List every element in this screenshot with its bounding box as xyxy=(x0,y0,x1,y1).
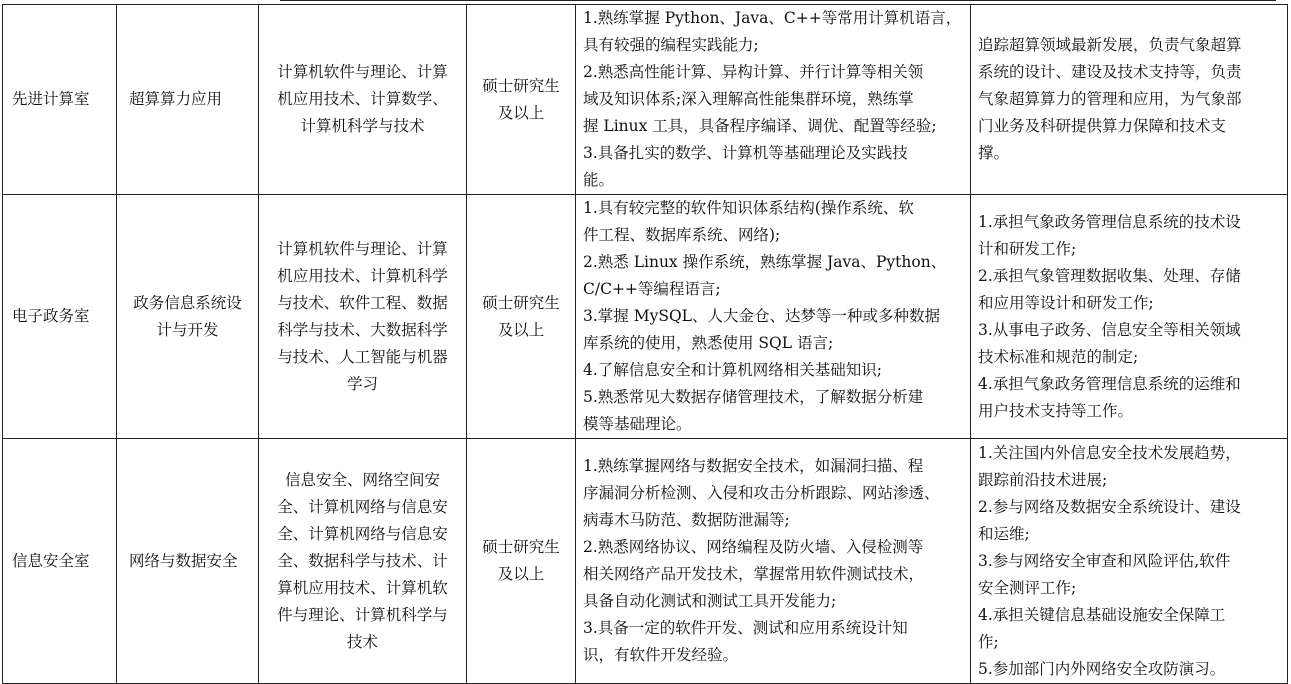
major-line: 计算机软件与理论、计算 xyxy=(277,63,448,81)
education-line: 及以上 xyxy=(497,320,545,339)
major-line: 技术 xyxy=(346,632,378,651)
major-cell xyxy=(259,5,467,195)
requirement-line: 识，有软件开发经验。 xyxy=(583,646,739,664)
requirement-line: 1.熟练掌握网络与数据安全技术，如漏洞扫描、程 xyxy=(583,457,924,475)
requirement-line: 3.具备扎实的数学、计算机等基础理论及实践技 xyxy=(583,144,908,162)
duty-line: 计和研发工作; xyxy=(978,239,1077,258)
education-line: 及以上 xyxy=(497,565,545,583)
duty-line: 和应用等设计和研发工作; xyxy=(978,293,1154,312)
recruitment-table xyxy=(2,4,1288,684)
education-line: 及以上 xyxy=(497,103,545,122)
requirement-line: 模等基础理论。 xyxy=(583,415,692,433)
requirement-line: 具备自动化测试和测试工具开发能力; xyxy=(583,592,837,610)
requirement-line: 具有较强的编程实践能力; xyxy=(583,36,759,54)
position-text: 超算算力应用 xyxy=(129,90,223,108)
education-cell xyxy=(467,439,576,684)
duty-line: 2.参与网络及数据安全系统设计、建设 xyxy=(978,497,1241,516)
requirement-line: 3.具备一定的软件开发、测试和应用系统设计知 xyxy=(583,619,908,637)
requirement-line: 3.掌握 MySQL、人大金仓、达梦等一种或多种数据 xyxy=(583,307,940,325)
major-line: 计算机科学与技术 xyxy=(300,117,425,135)
department-text: 电子政务室 xyxy=(12,307,90,325)
duty-line: 和运维; xyxy=(978,524,1030,543)
duties-cell xyxy=(971,5,1288,195)
duty-line: 安全测评工作; xyxy=(978,578,1077,597)
department-cell xyxy=(3,195,117,439)
requirement-line: C/C++等编程语言; xyxy=(583,280,721,298)
major-line: 计算机软件与理论、计算 xyxy=(277,239,448,258)
requirement-line: 域及知识体系;深入理解高性能集群环境，熟练掌 xyxy=(583,90,914,108)
major-cell xyxy=(259,195,467,439)
department-text: 信息安全室 xyxy=(12,551,90,570)
major-line: 与技术、软件工程、数据 xyxy=(277,293,448,312)
major-line: 算机应用技术、计算机软 xyxy=(277,578,448,597)
major-line: 科学与技术、大数据科学 xyxy=(277,320,448,339)
requirement-line: 库系统的使用，熟悉使用 SQL 语言; xyxy=(583,334,834,352)
position-cell xyxy=(117,5,259,195)
position-text: 网络与数据安全 xyxy=(129,551,238,570)
duty-line: 作; xyxy=(978,632,999,651)
position-line: 计与开发 xyxy=(156,320,219,339)
duty-line: 气象超算算力的管理和应用，为气象部 xyxy=(978,90,1242,108)
requirement-line: 1.具有较完整的软件知识体系结构(操作系统、软 xyxy=(583,199,914,217)
duties-cell xyxy=(971,195,1288,439)
major-line: 全、计算机网络与信息安 xyxy=(277,524,448,543)
duty-line: 3.从事电子政务、信息安全等相关领域 xyxy=(978,320,1241,339)
requirement-line: 2.熟悉网络协议、网络编程及防火墙、入侵检测等 xyxy=(583,538,924,556)
duty-line: 门业务及科研提供算力保障和技术支 xyxy=(978,117,1227,135)
requirement-line: 2.熟悉高性能计算、异构计算、并行计算等相关领 xyxy=(583,63,924,81)
major-line: 机应用技术、计算机科学 xyxy=(277,266,448,285)
requirements-cell xyxy=(576,5,971,195)
position-cell xyxy=(117,195,259,439)
table-row xyxy=(3,195,1288,439)
major-line: 全、数据科学与技术、计 xyxy=(277,551,448,570)
requirement-line: 病毒木马防范、数据防泄漏等; xyxy=(583,511,790,529)
department-cell xyxy=(3,439,117,684)
requirement-line: 序漏洞分析检测、入侵和攻击分析跟踪、网站渗透、 xyxy=(583,484,940,502)
requirements-cell xyxy=(576,195,971,439)
education-line: 硕士研究生 xyxy=(482,538,560,556)
major-line: 机应用技术、计算数学、 xyxy=(277,90,448,108)
requirement-line: 件工程、数据库系统、网络); xyxy=(583,226,781,244)
major-line: 与技术、人工智能与机器 xyxy=(277,347,448,366)
duty-line: 1.关注国内外信息安全技术发展趋势， xyxy=(978,443,1241,462)
duty-line: 5.参加部门内外网络安全攻防演习。 xyxy=(978,659,1226,678)
duty-line: 4.承担气象政务管理信息系统的运维和 xyxy=(978,374,1241,393)
duty-line: 3.参与网络安全审查和风险评估,软件 xyxy=(978,551,1231,570)
requirement-line: 相关网络产品开发技术，掌握常用软件测试技术， xyxy=(583,565,925,583)
top-rule xyxy=(280,0,1276,1)
duties-cell xyxy=(971,439,1288,684)
duty-line: 2.承担气象管理数据收集、处理、存储 xyxy=(978,266,1241,285)
duty-line: 用户技术支持等工作。 xyxy=(978,401,1134,420)
requirement-line: 握 Linux 工具，具备程序编译、调优、配置等经验; xyxy=(583,117,937,135)
requirement-line: 能。 xyxy=(583,171,615,189)
education-line: 硕士研究生 xyxy=(482,293,560,312)
major-line: 学习 xyxy=(346,374,378,393)
major-line: 信息安全、网络空间安 xyxy=(284,470,440,489)
duty-line: 跟踪前沿技术进展; xyxy=(978,470,1108,489)
requirements-cell xyxy=(576,439,971,684)
duty-line: 1.承担气象政务管理信息系统的技术设 xyxy=(978,212,1241,231)
duty-line: 系统的设计、建设及技术支持等，负责 xyxy=(978,63,1242,81)
department-text: 先进计算室 xyxy=(12,90,90,108)
duty-line: 追踪超算领域最新发展，负责气象超算 xyxy=(978,36,1242,54)
education-cell xyxy=(467,5,576,195)
education-cell xyxy=(467,195,576,439)
duty-line: 4.承担关键信息基础设施安全保障工 xyxy=(978,605,1226,624)
position-cell xyxy=(117,439,259,684)
position-line: 政务信息系统设 xyxy=(133,293,242,312)
requirement-line: 2.熟悉 Linux 操作系统，熟练掌握 Java、Python、 xyxy=(583,253,947,271)
table-row xyxy=(3,5,1288,195)
major-line: 全、计算机网络与信息安 xyxy=(277,497,448,516)
major-cell xyxy=(259,439,467,684)
duty-line: 撑。 xyxy=(978,144,1010,162)
duty-line: 技术标准和规范的制定; xyxy=(978,347,1139,366)
education-line: 硕士研究生 xyxy=(482,76,560,95)
requirement-line: 1.熟练掌握 Python、Java、C++等常用计算机语言， xyxy=(583,9,962,27)
table-row xyxy=(3,439,1288,684)
requirement-line: 5.熟悉常见大数据存储管理技术，了解数据分析建 xyxy=(583,388,924,406)
major-line: 件与理论、计算机科学与 xyxy=(277,605,448,624)
department-cell xyxy=(3,5,117,195)
requirement-line: 4.了解信息安全和计算机网络相关基础知识; xyxy=(583,361,883,379)
